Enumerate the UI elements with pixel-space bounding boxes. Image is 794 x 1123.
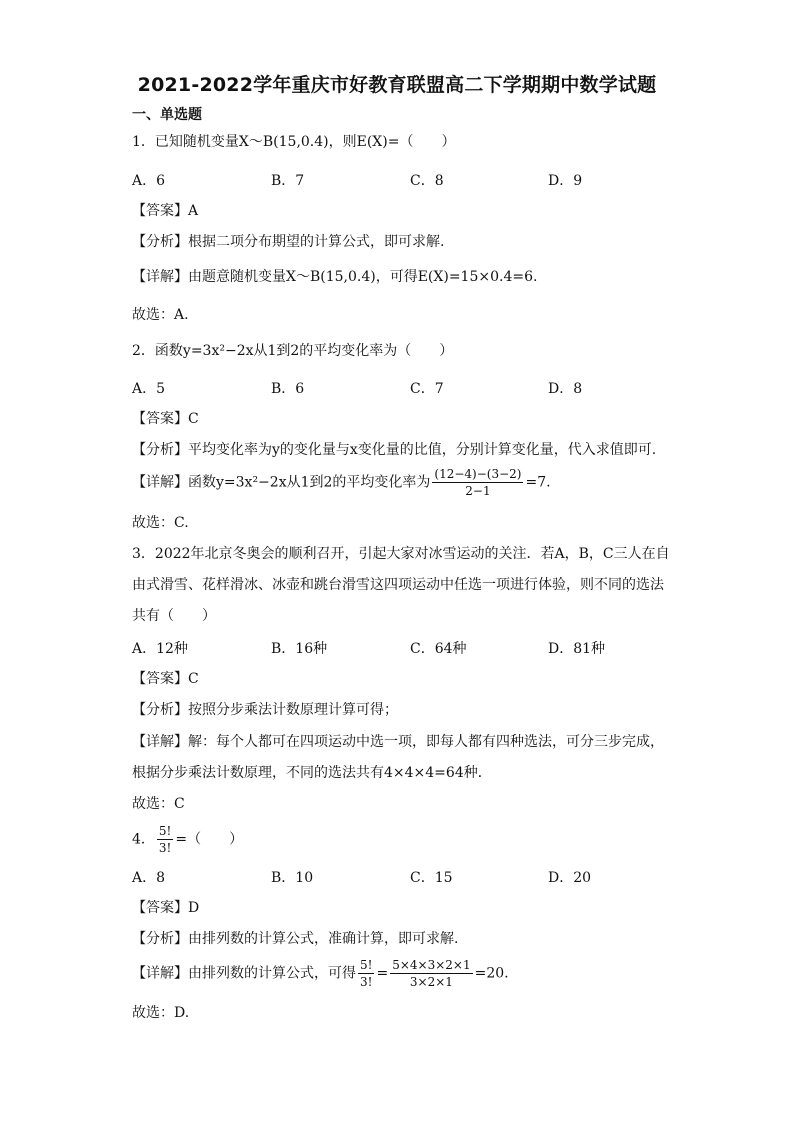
q3-stem-line-3: 共有（ ） [132, 608, 216, 624]
q3-choose: 故选：C [132, 796, 185, 812]
q4-option-c: C．15 [410, 870, 453, 886]
q1-analysis: 【分析】根据二项分布期望的计算公式，即可求解. [132, 234, 445, 250]
q1-choose: 故选：A. [132, 307, 189, 323]
q4-stem-prefix: 4． [132, 831, 155, 848]
q2-detail-suffix: =7. [525, 474, 551, 491]
q4-answer: 【答案】D [132, 900, 200, 916]
q3-option-d: D．81种 [548, 641, 606, 657]
q1-options [132, 170, 732, 190]
page-title: 2021-2022学年重庆市好教育联盟高二下学期期中数学试题 [137, 74, 657, 96]
q4-detail-fraction-1 [358, 957, 374, 990]
q2-option-b: B．6 [271, 381, 305, 397]
q1-option-c: C．8 [410, 173, 444, 189]
q4-detail-suffix: =20. [474, 965, 509, 982]
q3-stem-line-2: 由式滑雪、花样滑冰、冰壶和跳台滑雪这四项运动中任选一项进行体验，则不同的选法 [132, 577, 664, 593]
q2-options [132, 378, 732, 398]
q4-stem-denominator: 3! [158, 841, 172, 855]
q3-detail-line-1: 【详解】解：每个人都可在四项运动中选一项，即每人都有四种选法，可分三步完成， [132, 734, 664, 750]
q3-answer: 【答案】C [132, 671, 199, 687]
q1-option-a: A．6 [132, 173, 166, 189]
q2-detail-fraction [432, 466, 523, 499]
q2-analysis: 【分析】平均变化率为y的变化量与x变化量的比值，分别计算变化量，代入求值即可. [132, 442, 657, 458]
section-heading: 一、单选题 [132, 107, 202, 123]
q2-answer: 【答案】C [132, 411, 199, 427]
q4-option-b: B．10 [271, 870, 314, 886]
q2-option-d: D．8 [548, 381, 583, 397]
q2-detail [132, 466, 551, 499]
q4-detail-denominator-2: 3×2×1 [409, 975, 453, 989]
q3-option-a: A．12种 [132, 641, 188, 657]
q2-detail-prefix: 【详解】函数y=3x²−2x从1到2的平均变化率为 [132, 474, 431, 491]
q2-choose: 故选：C. [132, 515, 189, 531]
q4-stem [132, 823, 243, 856]
q4-option-a: A．8 [132, 870, 166, 886]
q4-detail-fraction-2 [390, 957, 472, 990]
q3-stem-line-1: 3．2022年北京冬奥会的顺利召开，引起大家对冰雪运动的关注．若A，B，C三人在自 [132, 546, 670, 562]
q2-detail-numerator: (12−4)−(3−2) [434, 467, 522, 481]
q4-stem-suffix: =（ ） [175, 831, 244, 848]
q1-option-b: B．7 [271, 173, 305, 189]
q4-detail-denominator-1: 3! [360, 975, 373, 989]
q4-detail-numerator-2: 5×4×3×2×1 [392, 958, 471, 972]
q4-stem-fraction [157, 823, 173, 856]
q2-option-c: C．7 [410, 381, 444, 397]
q4-detail-equals: = [376, 965, 389, 982]
q3-analysis: 【分析】按照分步乘法计数原理计算可得； [132, 702, 398, 718]
q2-detail-denominator: 2−1 [465, 484, 491, 498]
q4-detail-prefix: 【详解】由排列数的计算公式，可得 [132, 965, 356, 982]
q4-option-d: D．20 [548, 870, 592, 886]
q3-detail-line-2: 根据分步乘法计数原理，不同的选法共有4×4×4=64种． [132, 765, 492, 781]
q1-answer: 【答案】A [132, 203, 199, 219]
q4-detail [132, 957, 509, 990]
q4-choose: 故选：D. [132, 1005, 190, 1021]
q4-options [132, 867, 732, 887]
q3-option-c: C．64种 [410, 641, 467, 657]
q2-stem: 2．函数y=3x²−2x从1到2的平均变化率为（ ） [132, 343, 454, 359]
q1-option-d: D．9 [548, 173, 583, 189]
q4-stem-numerator: 5! [158, 824, 172, 838]
q2-option-a: A．5 [132, 381, 166, 397]
q1-stem: 1．已知随机变量X～B(15,0.4)，则E(X)=（ ） [132, 134, 456, 150]
q4-analysis: 【分析】由排列数的计算公式，准确计算，即可求解. [132, 931, 459, 947]
q4-detail-numerator-1: 5! [360, 958, 373, 972]
q3-options [132, 638, 732, 658]
q1-detail: 【详解】由题意随机变量X～B(15,0.4)，可得E(X)=15×0.4=6. [132, 269, 538, 285]
q3-option-b: B．16种 [271, 641, 328, 657]
